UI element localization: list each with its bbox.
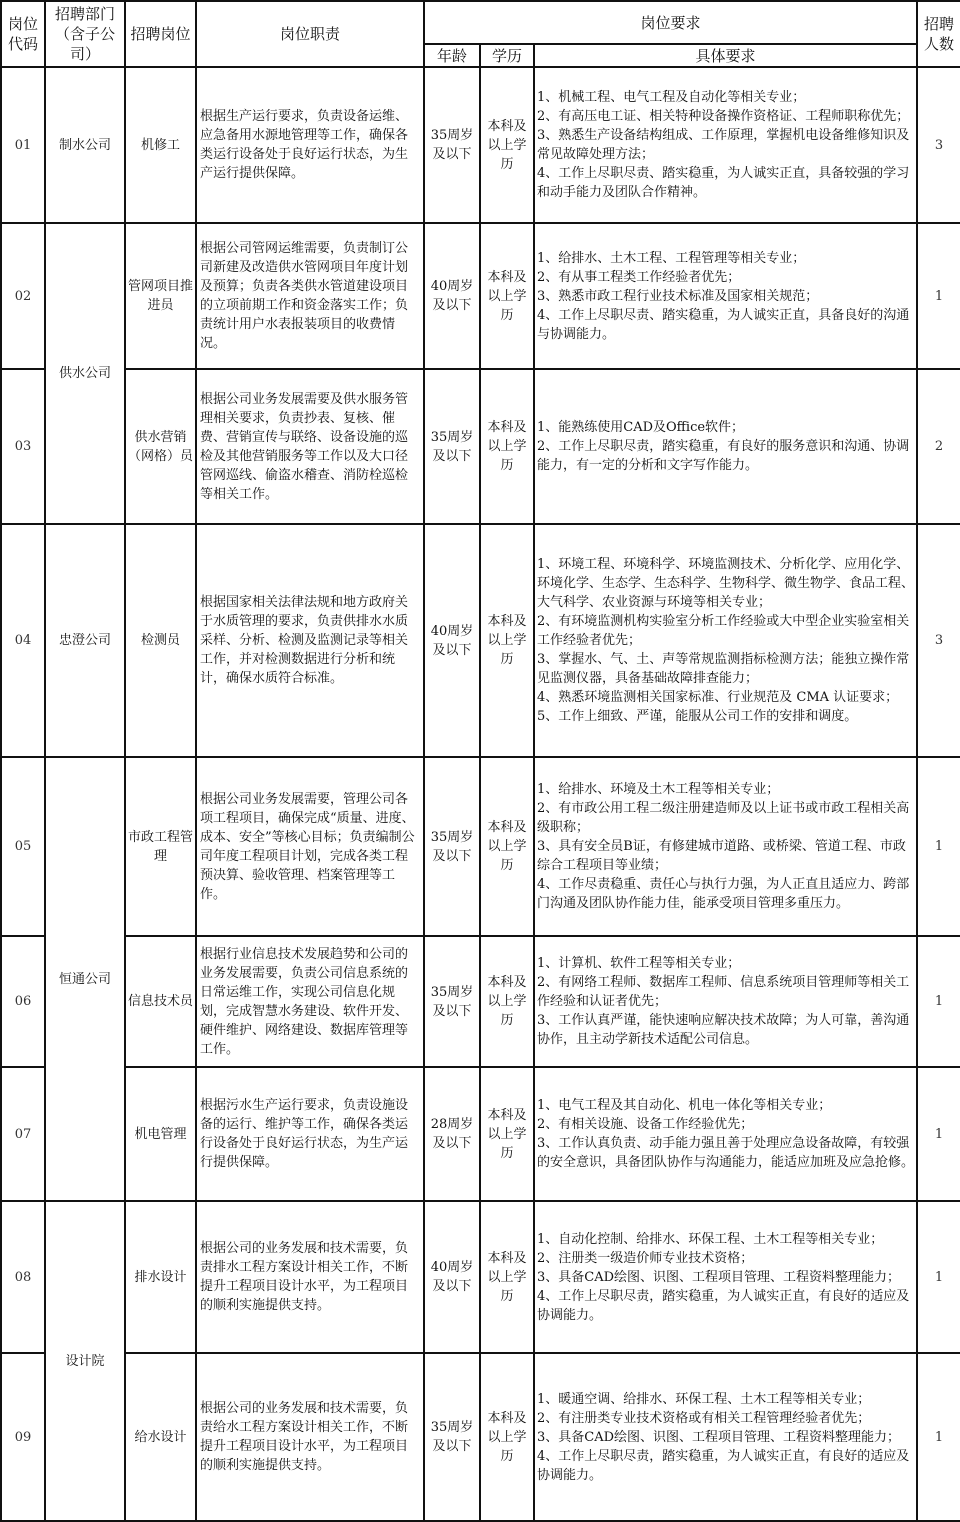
requirement-item: 1、机械工程、电气工程及自动化等相关专业； [537, 90, 806, 105]
position-name: 市政工程管理 [125, 757, 196, 936]
requirement-item: 3、掌握水、气、土、声等常规监测指标检测方法；能独立操作常见监测仪器，具备基础故障排查能力； [537, 652, 910, 686]
department-name: 制水公司 [45, 67, 125, 223]
requirement-item: 4、工作上尽职尽责、踏实稳重，为人诚实正直，具备较强的学习和动手能力及团队合作精神。 [537, 166, 910, 200]
hiring-count: 1 [917, 1201, 960, 1353]
requirement-item: 4、工作上尽职尽责，踏实稳重，为人诚实正直，有良好的适应及协调能力。 [537, 1288, 910, 1323]
detail-requirements [534, 1067, 917, 1201]
position-duty: 根据公司管网运维需要，负责制订公司新建及改造供水管网项目年度计划及预算；负责各类供水管道建设项目的立项前期工作和资金落实工作；负责统计用户水表报装项目的收费情况。 [196, 223, 424, 369]
hiring-count: 1 [917, 1353, 960, 1521]
requirement-item: 2、工作上尽职尽责，踏实稳重，有良好的服务意识和沟通、协调能力，有一定的分析和文字写作能力。 [537, 439, 910, 473]
position-code: 08 [1, 1201, 45, 1353]
table-row [1, 524, 960, 757]
detail-requirements [534, 524, 917, 757]
table-row [1, 67, 960, 223]
education-requirement: 本科及以上学历 [480, 67, 534, 223]
hiring-count: 3 [917, 524, 960, 757]
requirement-item: 2、有从事工程类工作经验者优先； [537, 269, 741, 285]
detail-requirements [534, 369, 917, 524]
detail-requirements [534, 757, 917, 936]
requirement-item: 2、有注册类专业技术资格或有相关工程管理经验者优先； [537, 1410, 871, 1426]
detail-requirements [534, 1201, 917, 1353]
position-code: 03 [1, 369, 45, 524]
header-requirements: 岗位要求 [424, 1, 917, 44]
table-row [1, 1067, 960, 1201]
age-requirement: 35周岁及以下 [424, 67, 480, 223]
education-requirement: 本科及以上学历 [480, 936, 534, 1067]
age-requirement: 40周岁及以下 [424, 1201, 480, 1353]
age-requirement: 40周岁及以下 [424, 223, 480, 369]
position-code: 09 [1, 1353, 45, 1521]
table-row [1, 369, 960, 524]
position-name: 排水设计 [125, 1201, 196, 1353]
requirement-item: 5、工作上细致、严谨，能服从公司工作的安排和调度。 [537, 709, 858, 724]
requirement-item: 2、有高压电工证、相关特种设备操作资格证、工程师职称优先； [537, 109, 910, 124]
requirement-item: 4、熟悉环境监测相关国家标准、行业规范及 CMA 认证要求； [537, 690, 899, 705]
age-requirement: 35周岁及以下 [424, 369, 480, 524]
position-code: 01 [1, 67, 45, 223]
requirement-item: 4、工作上尽职尽责、踏实稳重，为人诚实正直，具备良好的沟通与协调能力。 [537, 307, 910, 342]
header-details: 具体要求 [534, 44, 917, 67]
education-requirement: 本科及以上学历 [480, 1353, 534, 1521]
requirement-item: 1、给排水、环境及土木工程等相关专业； [537, 782, 780, 797]
position-duty: 根据公司的业务发展和技术需要，负责给水工程方案设计相关工作，不断提升工程项目设计水平，为工程项目的顺利实施提供支持。 [196, 1353, 424, 1521]
age-requirement: 35周岁及以下 [424, 1353, 480, 1521]
detail-requirements [534, 67, 917, 223]
hiring-count: 3 [917, 67, 960, 223]
header-dept: 招聘部门（含子公司） [45, 1, 125, 67]
age-requirement: 35周岁及以下 [424, 936, 480, 1067]
header-age: 年龄 [424, 44, 480, 67]
detail-requirements [534, 223, 917, 369]
education-requirement: 本科及以上学历 [480, 1201, 534, 1353]
age-requirement: 40周岁及以下 [424, 524, 480, 757]
requirement-item: 2、注册类一级造价师专业技术资格； [537, 1250, 754, 1266]
header-duty: 岗位职责 [196, 1, 424, 67]
requirement-item: 3、熟悉生产设备结构组成、工作原理，掌握机电设备维修知识及常见故障处理方法； [537, 128, 910, 162]
education-requirement: 本科及以上学历 [480, 1067, 534, 1201]
position-name: 机电管理 [125, 1067, 196, 1201]
requirement-item: 1、电气工程及其自动化、机电一体化等相关专业； [537, 1098, 832, 1113]
education-requirement: 本科及以上学历 [480, 524, 534, 757]
age-requirement: 35周岁及以下 [424, 757, 480, 936]
requirement-item: 3、工作认真负责、动手能力强且善于处理应急设备故障，有较强的安全意识，具备团队协作与沟通能力，能适应加班及应急抢修。 [537, 1136, 915, 1170]
position-name: 供水营销（网格）员 [125, 369, 196, 524]
hiring-count: 1 [917, 936, 960, 1067]
requirement-item: 3、工作认真严谨，能快速响应解决技术故障；为人可靠，善沟通协作，且主动学新技术适配公司信息。 [537, 1013, 910, 1047]
requirement-item: 3、熟悉市政工程行业技术标准及国家相关规范； [537, 288, 819, 304]
position-duty: 根据行业信息技术发展趋势和公司的业务发展需要，负责公司信息系统的日常运维工作，实现公司信息化规划，完成智慧水务建设、软件开发、硬件维护、网络建设、数据库管理等工作。 [196, 936, 424, 1067]
education-requirement: 本科及以上学历 [480, 757, 534, 936]
table-row [1, 757, 960, 936]
position-duty: 根据生产运行要求，负责设备运维、应急备用水源地管理等工作，确保各类运行设备处于良好运行状态，为生产运行提供保障。 [196, 67, 424, 223]
hiring-count: 1 [917, 1067, 960, 1201]
table-row [1, 223, 960, 369]
position-code: 02 [1, 223, 45, 369]
position-code: 04 [1, 524, 45, 757]
hiring-count: 1 [917, 757, 960, 936]
position-code: 06 [1, 936, 45, 1067]
hiring-count: 1 [917, 223, 960, 369]
header-count: 招聘人数 [917, 1, 960, 67]
requirement-item: 4、工作尽责稳重、责任心与执行力强，为人正直且适应力、跨部门沟通及团队协作能力佳，能承受项目管理多重压力。 [537, 877, 910, 911]
age-requirement: 28周岁及以下 [424, 1067, 480, 1201]
department-name: 恒通公司 [45, 757, 125, 1201]
requirement-item: 2、有环境监测机构实验室分析工作经验或大中型企业实验室相关工作经验者优先； [537, 614, 910, 648]
department-name: 忠澄公司 [45, 524, 125, 757]
requirement-item: 1、能熟练使用CAD及Office软件； [537, 420, 745, 435]
header-code: 岗位代码 [1, 1, 45, 67]
position-code: 05 [1, 757, 45, 936]
header-education: 学历 [480, 44, 534, 67]
requirement-item: 1、计算机、软件工程等相关专业； [537, 956, 741, 971]
department-name: 供水公司 [45, 223, 125, 524]
education-requirement: 本科及以上学历 [480, 369, 534, 524]
position-duty: 根据国家相关法律法规和地方政府关于水质管理的要求，负责供排水水质采样、分析、检测及监测记录等相关工作，并对检测数据进行分析和统计，确保水质符合标准。 [196, 524, 424, 757]
table-row [1, 936, 960, 1067]
table-row [1, 1201, 960, 1353]
hiring-count: 2 [917, 369, 960, 524]
position-duty: 根据公司业务发展需要，管理公司各项工程项目，确保完成“质量、进度、成本、安全”等核心目标；负责编制公司年度工程项目计划，完成各类工程预决算、验收管理、档案管理等工作。 [196, 757, 424, 936]
requirement-item: 1、给排水、土木工程、工程管理等相关专业； [537, 250, 806, 266]
requirement-item: 1、自动化控制、给排水、环保工程、土木工程等相关专业； [537, 1231, 884, 1247]
detail-requirements [534, 936, 917, 1067]
position-duty: 根据公司的业务发展和技术需要，负责排水工程方案设计相关工作，不断提升工程项目设计水平，为工程项目的顺利实施提供支持。 [196, 1201, 424, 1353]
position-duty: 根据污水生产运行要求，负责设施设备的运行、维护等工作，确保各类运行设备处于良好运行状态，为生产运行提供保障。 [196, 1067, 424, 1201]
requirement-item: 3、具有安全员B证，有修建城市道路、或桥梁、管道工程、市政综合工程项目等业绩； [537, 839, 906, 873]
requirement-item: 1、环境工程、环境科学、环境监测技术、分析化学、应用化学、环境化学、生态学、生态科学、生物科学、微生物学、食品工程、大气科学、农业资源与环境等相关专业； [537, 557, 915, 610]
position-name: 检测员 [125, 524, 196, 757]
requirement-item: 3、具备CAD绘图、识图、工程项目管理、工程资料整理能力； [537, 1429, 901, 1445]
table-body [1, 67, 960, 1521]
position-code: 07 [1, 1067, 45, 1201]
requirement-item: 3、具备CAD绘图、识图、工程项目管理、工程资料整理能力； [537, 1269, 901, 1285]
table-row [1, 1353, 960, 1521]
detail-requirements [534, 1353, 917, 1521]
requirement-item: 1、暖通空调、给排水、环保工程、土木工程等相关专业； [537, 1391, 871, 1407]
education-requirement: 本科及以上学历 [480, 223, 534, 369]
requirement-item: 2、有相关设施、设备工作经验优先； [537, 1117, 754, 1132]
requirement-item: 4、工作上尽职尽责，踏实稳重，为人诚实正直，有良好的适应及协调能力。 [537, 1448, 910, 1483]
requirement-item: 2、有市政公用工程二级注册建造师及以上证书或市政工程相关高级职称； [537, 801, 910, 835]
position-name: 管网项目推进员 [125, 223, 196, 369]
requirement-item: 2、有网络工程师、数据库工程师、信息系统项目管理师等相关工作经验和认证者优先； [537, 975, 910, 1009]
position-name: 给水设计 [125, 1353, 196, 1521]
position-name: 信息技术员 [125, 936, 196, 1067]
position-name: 机修工 [125, 67, 196, 223]
position-duty: 根据公司业务发展需要及供水服务管理相关要求，负责抄表、复核、催费、营销宣传与联络、设备设施的巡检及其他营销服务等工作以及大口径管网巡线、偷盗水稽查、消防栓巡检等相关工作。 [196, 369, 424, 524]
department-name: 设计院 [45, 1201, 125, 1521]
header-position: 招聘岗位 [125, 1, 196, 67]
